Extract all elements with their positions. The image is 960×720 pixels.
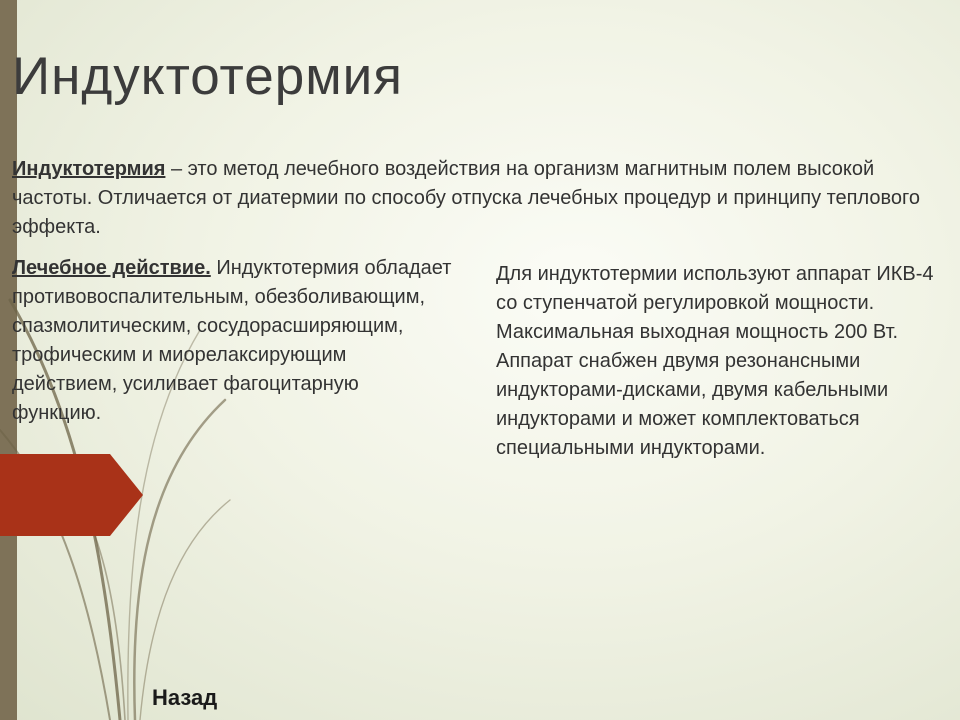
therapeutic-action-paragraph	[12, 254, 452, 428]
definition-paragraph	[12, 155, 952, 242]
back-link[interactable]: Назад	[152, 685, 218, 710]
therapeutic-action-term: Лечебное действие.	[12, 257, 211, 279]
device-paragraph: Для индуктотермии используют аппарат ИКВ-4 со ступенчатой регулировкой мощности. Максимальная выходная мощность 200 Вт. Аппарат снабжен двумя резонансными индукторами-дисками, двумя кабельными индукторами и может комплектоваться специальными индукторами.	[496, 263, 934, 459]
definition-text: – это метод лечебного воздействия на организм магнитным полем высокой частоты. Отличается от диатермии по способу отпуска лечебных процедур и принципу теплового эффекта.	[12, 158, 921, 238]
slide-title: Индуктотермия	[12, 47, 403, 106]
therapeutic-action-text: Индуктотермия обладает противовоспалительным, обезболивающим, спазмолитическим, сосудорасширяющим, трофическим и миорелаксирующим действием, усиливает фагоцитарную функцию.	[12, 257, 452, 424]
definition-term: Индуктотермия	[12, 158, 166, 180]
